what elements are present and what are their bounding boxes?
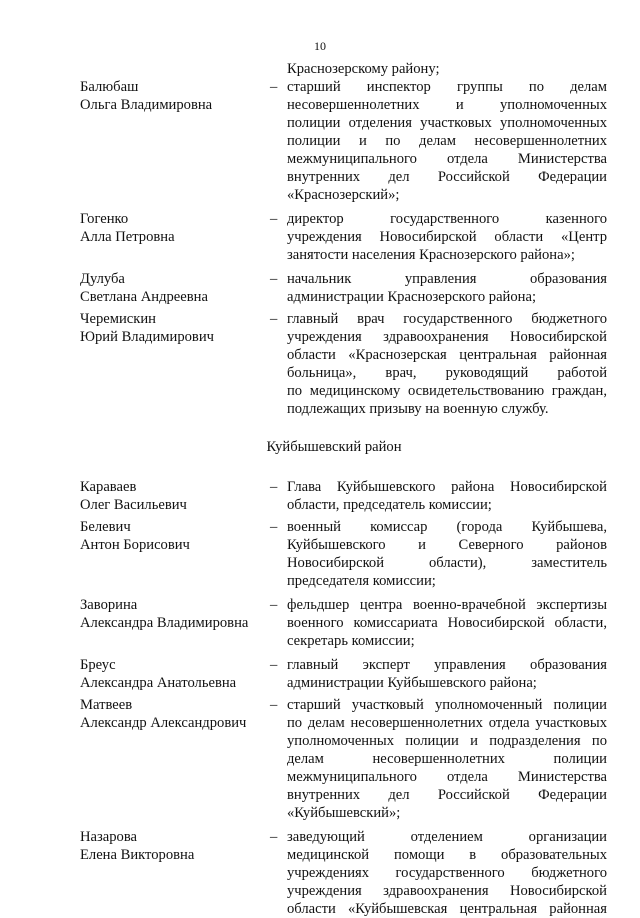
member-entry — [0, 78, 640, 204]
member-role-line: начальник управления образования — [287, 271, 607, 287]
member-role-line: занятости населения Краснозерского района»; — [287, 247, 575, 263]
member-role-line: медицинской помощи в образовательных — [287, 847, 607, 863]
member-given-name: Алла Петровна — [80, 229, 175, 245]
member-name — [80, 478, 270, 514]
entry-dash: – — [270, 597, 278, 613]
member-surname: Белевич — [80, 519, 131, 535]
member-role-line: полиции и по делам несовершеннолетних — [287, 133, 607, 149]
member-role-line: учреждениях государственного бюджетного — [287, 865, 607, 881]
member-role-line: секретарь комиссии; — [287, 633, 415, 649]
commission-list — [0, 60, 640, 918]
member-role-line: фельдшер центра военно-врачебной экспертизы — [287, 597, 607, 613]
member-group-krasnozersky — [0, 78, 640, 418]
district-heading: Куйбышевский район — [266, 439, 402, 455]
member-role-line: области «Куйбышевская центральная районная — [287, 901, 607, 917]
page-number: 10 — [314, 39, 326, 53]
continuation-line: Краснозерскому району; — [287, 61, 440, 77]
member-role-line: администрации Куйбышевского района; — [287, 675, 537, 691]
member-role-line: полиции отделения участковых уполномоченных — [287, 115, 607, 131]
entry-dash: – — [270, 311, 278, 327]
entry-dash: – — [270, 697, 278, 713]
member-role-line: администрации Краснозерского района; — [287, 289, 536, 305]
member-role-line: уполномоченных полиции и подразделения по — [287, 733, 607, 749]
member-entry — [0, 656, 640, 692]
member-entry — [0, 518, 640, 590]
member-role-line: заведующий отделением организации — [287, 829, 607, 845]
member-role-line: внутренних дел Российской Федерации — [287, 169, 607, 185]
member-name — [80, 310, 270, 346]
member-role-line: учреждения Новосибирской области «Центр — [287, 229, 607, 245]
member-role-line: по делам несовершеннолетних отдела участковых — [287, 715, 607, 731]
member-given-name: Светлана Андреевна — [80, 289, 208, 305]
member-role-line: военного комиссариата Новосибирской области, — [287, 615, 607, 631]
member-given-name: Ольга Владимировна — [80, 97, 213, 113]
member-name — [80, 828, 270, 864]
member-group-kuibyshevsky — [0, 478, 640, 918]
member-role-line: области «Краснозерская центральная районная — [287, 347, 607, 363]
member-role-line: межмуниципального отдела Министерства — [287, 769, 607, 785]
entry-dash: – — [270, 79, 278, 95]
member-role-line: больница», врач, руководящий работой — [287, 365, 607, 381]
member-surname: Дулуба — [80, 271, 125, 287]
entry-dash: – — [270, 479, 278, 495]
member-role-line: главный врач государственного бюджетного — [287, 311, 607, 327]
member-role-line: «Куйбышевский»; — [287, 805, 401, 821]
entry-dash: – — [270, 829, 278, 845]
member-name — [80, 596, 270, 632]
member-surname: Черемискин — [80, 311, 156, 327]
member-role-line: старший участковый уполномоченный полиции — [287, 697, 607, 713]
member-given-name: Елена Викторовна — [80, 847, 195, 863]
member-role-line: межмуниципального отдела Министерства — [287, 151, 607, 167]
member-name — [80, 270, 270, 306]
member-role-line: учреждения здравоохранения Новосибирской — [287, 883, 607, 899]
member-name — [80, 696, 270, 732]
member-role-line: старший инспектор группы по делам — [287, 79, 607, 95]
member-entry — [0, 478, 640, 514]
member-surname: Бреус — [80, 657, 116, 673]
entry-dash: – — [270, 657, 278, 673]
member-given-name: Александра Анатольевна — [80, 675, 237, 691]
member-entry — [0, 210, 640, 264]
member-role-line: директор государственного казенного — [287, 211, 607, 227]
member-role-line: подлежащих призыву на военную службу. — [287, 401, 549, 417]
member-role-line: области, председатель комиссии; — [287, 497, 492, 513]
member-name — [80, 78, 270, 114]
member-surname: Балюбаш — [80, 79, 139, 95]
member-role-line: по медицинскому освидетельствованию граждан, — [287, 383, 607, 399]
member-role-line: Куйбышевского и Северного районов — [287, 537, 607, 553]
member-given-name: Олег Васильевич — [80, 497, 187, 513]
member-role-line: председателя комиссии; — [287, 573, 436, 589]
member-role-line: Глава Куйбышевского района Новосибирской — [287, 479, 607, 495]
member-role-line: учреждения здравоохранения Новосибирской — [287, 329, 607, 345]
member-given-name: Александр Александрович — [80, 715, 247, 731]
member-role-line: Новосибирской области), заместитель — [287, 555, 607, 571]
member-role-line: главный эксперт управления образования — [287, 657, 607, 673]
member-surname: Заворина — [80, 597, 138, 613]
member-name — [80, 518, 270, 554]
member-surname: Караваев — [80, 479, 137, 495]
member-role-line: «Краснозерский»; — [287, 187, 400, 203]
member-surname: Назарова — [80, 829, 138, 845]
member-entry — [0, 310, 640, 418]
member-role-line: внутренних дел Российской Федерации — [287, 787, 607, 803]
member-given-name: Александра Владимировна — [80, 615, 249, 631]
member-role-line: военный комиссар (города Куйбышева, — [287, 519, 607, 535]
member-role-line: несовершеннолетних и уполномоченных — [287, 97, 607, 113]
member-entry — [0, 270, 640, 306]
entry-dash: – — [270, 519, 278, 535]
member-entry — [0, 596, 640, 650]
member-given-name: Антон Борисович — [80, 537, 190, 553]
entry-dash: – — [270, 271, 278, 287]
entry-dash: – — [270, 211, 278, 227]
member-name — [80, 210, 270, 246]
member-surname: Гогенко — [80, 211, 129, 227]
member-entry — [0, 696, 640, 822]
member-surname: Матвеев — [80, 697, 133, 713]
member-name — [80, 656, 270, 692]
member-given-name: Юрий Владимирович — [80, 329, 214, 345]
member-role-line: делам несовершеннолетних полиции — [287, 751, 607, 767]
